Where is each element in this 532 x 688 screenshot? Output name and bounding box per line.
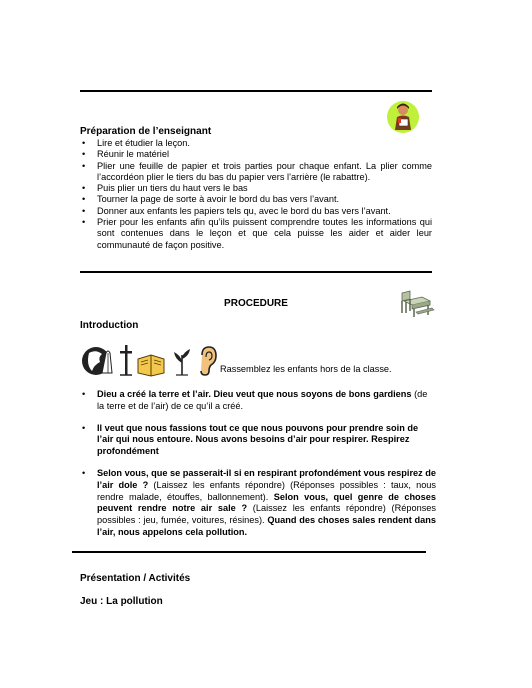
list-item: • Tourner la page de sorte à avoir le bord du bas vers l’avant. [80, 194, 432, 205]
list-item: • Lire et étudier la leçon. [80, 138, 432, 149]
list-item: • Puis plier un tiers du haut vers le bas [80, 183, 432, 194]
game-heading: Jeu : La pollution [80, 596, 163, 607]
list-item: • Plier une feuille de papier et trois parties pour chaque enfant. La plier comme l’accordéon plier le tiers du bas du papier vers l’arrière (le rabattre). [80, 161, 432, 184]
preparation-heading: Préparation de l’enseignant [80, 126, 212, 137]
list-item: • Il veut que nous fassions tout ce que nous pouvons pour prendre soin de l’air qui nous entoure. Nous avons besoins d’air pour respirer. Respirez profondément [80, 423, 436, 458]
intro-icons [80, 343, 392, 377]
procedure-list [80, 389, 436, 549]
bottom-divider [72, 551, 426, 553]
school-desk-icon [400, 289, 436, 319]
teacher-clipart-icon [386, 100, 420, 134]
procedure-title: PROCEDURE [224, 298, 288, 309]
ear-icon [198, 345, 218, 377]
praying-hands-icon [80, 345, 116, 377]
introduction-heading: Introduction [80, 320, 139, 331]
plant-sprout-icon [172, 347, 192, 377]
top-divider [80, 90, 432, 92]
list-item: • Dieu a créé la terre et l’air. Dieu veut que nous soyons de bons gardiens (de la terre et de l’air) de ce qu’il a créé. [80, 389, 436, 413]
cross-icon [118, 343, 134, 377]
list-item: • Selon vous, que se passerait-il si en respirant profondément vous respirez de l’air dole ? (Laissez les enfants répondre) (Réponses possibles : taux, nous rendre malade, étouffes, ballonnement). Selon vous, quel genre de choses peuvent rendre notre air sale ? (Laissez les enfants répondre) (Réponses possibles : jeu, fumée, voitures, résines). Quand des choses sales rendent dans l’air, nous appelons cela pollution. [80, 468, 436, 539]
list-item: • Prier pour les enfants afin qu’ils puissent comprendre toutes les informations qui sont contenues dans le leçon et que cela puisse les aider et aider leur communauté de façon positive. [80, 217, 432, 251]
list-item: • Réunir le matériel [80, 149, 432, 160]
preparation-list [80, 138, 432, 251]
bible-icon [136, 351, 166, 377]
list-item: • Donner aux enfants les papiers tels qu, avec le bord du bas vers l’avant. [80, 206, 432, 217]
activities-heading: Présentation / Activités [80, 573, 191, 584]
intro-instruction: Rassemblez les enfants hors de la classe. [220, 364, 392, 374]
middle-divider [80, 271, 432, 273]
